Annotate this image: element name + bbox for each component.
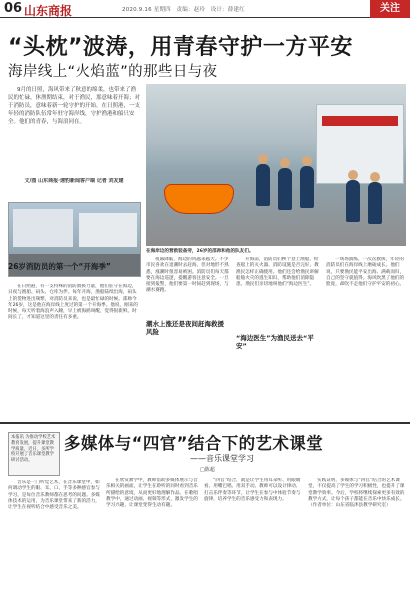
photo-person (346, 180, 360, 222)
photo-person-head (348, 170, 358, 180)
photo-person-head (370, 172, 380, 182)
main-headline: “头枕”波涛，用青春守护一方平安 (8, 35, 353, 60)
intro-text: 9月的日照，海风带来了秋意的绵柔，也带来了渔民的忙碌。休渔期结束，对于渔民，那意味着开海；对于消防员，意味着新一轮守护的开始。在日照港，一支年轻的消防队伍常年驻守海岸线，守护渔港和船只安全。他们的青春，与海浪同在。 (8, 87, 140, 125)
second-subhead: ——音乐课堂学习 (190, 454, 254, 463)
article-column-2 (146, 257, 230, 416)
column-text: 在欣赏教学中，教师借助多媒体展示与音乐相关的画面，让学生在聆听的同时看到音乐所描绘的意境，从而更好地理解作品。在歌唱教学中，通过动画、视频等形式，激发学生的学习兴趣，让课堂变得生动有趣。 (106, 478, 198, 509)
section-head-2: 潮水上涨还是夜间赶海救援风险 (146, 320, 224, 336)
side-box-text: 本报讯 为推动学校艺术教育发展，提升课堂教学质量，近日，多所学校开展了音乐课堂教学研讨活动。 (11, 435, 56, 464)
article-column-4 (326, 257, 408, 416)
article-column-3 (236, 257, 320, 416)
column-text: 开海前，消防员们挨个登上渔船，检查船上的灭火器、消防设施是否完好，教渔民怎样正确使用。他们还会给渔民讲解船舶火灾的逃生知识，帮助他们消除隐患。渔民们亲切地叫他们“海边医生”。 (236, 257, 319, 288)
paper-name: 山东商报 (24, 4, 73, 18)
photo-person-head (302, 156, 312, 166)
second-byline: □陈超 (200, 467, 215, 473)
photo-rescue-boat (164, 184, 234, 214)
page-number: 06 (4, 1, 23, 16)
photo-person (368, 182, 382, 224)
photo-building (13, 209, 73, 247)
section-divider (0, 422, 410, 424)
photo-building (79, 213, 137, 247)
column-text: 音乐是一门听觉艺术，在音乐课堂中，如何调动学生的眼、耳、口、手等多种感官参与学习，是每位音乐教师都在思考的问题。多媒体技术的运用，为音乐课堂带来了新的活力，让学生在视听结合中感受音乐之美。 (8, 480, 100, 511)
section-head-1: 26岁消防员的第一个“开海季” (8, 262, 111, 271)
issue-meta: 2020.9.16 星期四 责编：赵玲 设计：薛建红 (122, 7, 245, 13)
main-subhead: 海岸线上“火焰蓝”的那些日与夜 (8, 64, 218, 80)
photo-building-sign (322, 116, 398, 126)
article2-column-4 (308, 478, 406, 598)
photo-person-head (258, 154, 268, 164)
column-text: 在日照港，有一支特殊的消防救援力量，他们驻守在海边，日夜与渔船、码头、仓库为伴。每年开海，渔船陆续出海，码头上的货物进出频繁，对消防员来说，也是最忙碌的时候。邵帅今年26岁，这是他在海岸线上度过的第一个开海季。他说，刚来的时候，每天听着海浪声入睡，早上被海鸥叫醒，觉得很新鲜。时间长了，才知道这里的责任有多重。 (8, 284, 138, 321)
column-text: 夜幕降临，海边的风越来越大。不少市民喜欢在退潮时去赶海，但对地形不熟悉，涨潮时很容易被困。消防员们每天都要在海边巡逻，提醒游客注意安全。一旦接到报警，他们要第一时间赶到现场，与潮水赛跑。 (146, 257, 229, 294)
article2-column-1 (8, 480, 100, 598)
byline (8, 178, 140, 194)
photo-person (256, 164, 270, 206)
column-text: “四官”结合，就是让学生用耳朵听、用眼睛看、用嘴巴唱、用双手动。教师可以设计律动、打击乐伴奏等环节，让学生在参与中体验节奏与旋律，培养学生的音乐感受力和表现力。 (204, 478, 301, 502)
main-photo (146, 84, 406, 246)
section-head-3: “海边医生”为渔民送去“平安” (236, 334, 314, 350)
page-header (0, 0, 410, 18)
article2-column-2 (106, 478, 198, 598)
byline-text: 文/图 山东商报·速豹新闻客户端 记者 刘友建 (24, 178, 124, 184)
photo-person (278, 168, 292, 210)
main-photo-caption: 在海岸边的营救装备旁，26岁的邵帅和他的队友们。 (146, 249, 254, 254)
column-text: 一场场演练，一次次救援，年轻的消防员们在海岸线上磨砺成长。他们说，只要渔民能平安出海、满载而归，自己的坚守就值得。海风吹黑了他们的脸庞，却吹不走他们守护平安的初心。 (326, 257, 405, 288)
side-box (8, 432, 60, 476)
article-column-1 (8, 284, 140, 416)
photo-person (300, 166, 314, 208)
column-text: 实践证明，多媒体与“四官”结合的艺术课堂，不仅提高了学生的学习积极性，也提升了课堂教学效率。今后，学校将继续探索更多有效的教学方式，让每个孩子都能在音乐中快乐成长。（作者单位：山东省临沭县教学研究室） (308, 478, 405, 509)
article2-column-3 (204, 478, 302, 598)
photo-person-head (280, 158, 290, 168)
column-tag: 关注 (370, 0, 410, 18)
second-headline: 多媒体与“四官”结合下的艺术课堂 (64, 434, 324, 453)
